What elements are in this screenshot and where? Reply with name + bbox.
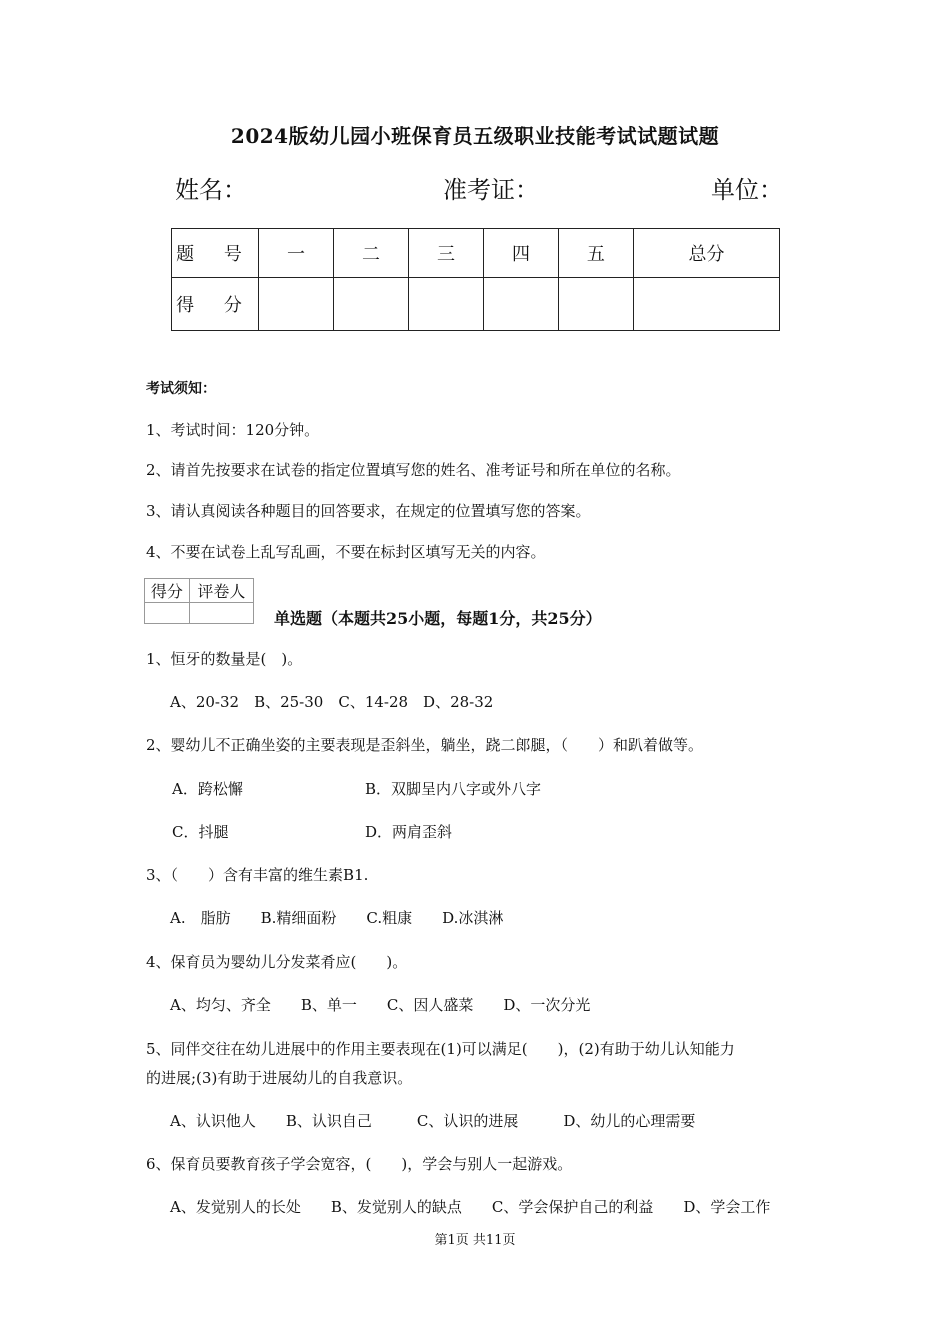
question-option: A．跨松懈 <box>172 780 243 798</box>
question-options: A、均匀、齐全 B、单一 C、因人盛菜 D、一次分光 <box>170 996 591 1014</box>
score-table-cell: 五 <box>558 229 633 278</box>
notice-item: 3、请认真阅读各种题目的回答要求，在规定的位置填写您的答案。 <box>146 502 591 520</box>
question-option: D．两肩歪斜 <box>365 823 453 841</box>
page-title: 2024版幼儿园小班保育员五级职业技能考试试题试题 <box>230 124 720 148</box>
score-table-cell: 题 号 <box>172 229 259 278</box>
notice-title: 考试须知： <box>146 381 216 397</box>
score-table-cell: 二 <box>333 229 408 278</box>
score-table-cell: 得 分 <box>172 278 259 331</box>
grader-reviewer-cell[interactable] <box>189 603 253 624</box>
score-table-score-row <box>172 278 780 331</box>
exam-id-field-label: 准考证： <box>443 176 539 204</box>
page-footer: 第1页 共11页 <box>434 1233 516 1248</box>
score-table-cell: 一 <box>259 229 334 278</box>
unit-field-label: 单位： <box>711 176 783 204</box>
question-stem: 5、同伴交往在幼儿进展中的作用主要表现在(1)可以满足( )，(2)有助于幼儿认知能力 <box>146 1040 735 1058</box>
grader-reviewer-label: 评卷人 <box>189 579 253 603</box>
notice-item: 1、考试时间：120分钟。 <box>146 421 320 439</box>
score-table-header-row <box>172 229 780 278</box>
question-option: B．双脚呈内八字或外八字 <box>365 780 542 798</box>
question-stem: 3、（ ）含有丰富的维生素B1. <box>146 866 369 884</box>
score-table <box>171 228 780 331</box>
name-field-label: 姓名： <box>175 176 247 204</box>
notice-item: 4、不要在试卷上乱写乱画，不要在标封区填写无关的内容。 <box>146 543 546 561</box>
question-options: A. 脂肪 B.精细面粉 C.粗康 D.冰淇淋 <box>170 909 504 927</box>
question-stem-continued: 的进展;(3)有助于进展幼儿的自我意识。 <box>146 1069 413 1087</box>
question-option: C．抖腿 <box>172 823 229 841</box>
notice-item: 2、请首先按要求在试卷的指定位置填写您的姓名、准考证号和所在单位的名称。 <box>146 461 681 479</box>
section-title: 单选题（本题共25小题，每题1分，共25分） <box>274 609 602 628</box>
score-input-cell[interactable] <box>333 278 408 331</box>
score-input-cell[interactable] <box>483 278 558 331</box>
score-table-cell: 总分 <box>633 229 779 278</box>
score-input-cell[interactable] <box>259 278 334 331</box>
grader-box <box>144 578 254 624</box>
question-options: A、20-32 B、25-30 C、14-28 D、28-32 <box>170 693 494 711</box>
grader-score-label: 得分 <box>145 579 190 603</box>
question-options: A、认识他人 B、认识自己 C、认识的进展 D、幼儿的心理需要 <box>170 1112 696 1130</box>
score-input-cell[interactable] <box>558 278 633 331</box>
question-options: A、发觉别人的长处 B、发觉别人的缺点 C、学会保护自己的利益 D、学会工作 <box>170 1198 771 1216</box>
score-input-cell[interactable] <box>633 278 779 331</box>
question-stem: 1、恒牙的数量是( )。 <box>146 650 303 668</box>
question-stem: 4、保育员为婴幼儿分发菜肴应( )。 <box>146 953 408 971</box>
grader-score-cell[interactable] <box>145 603 190 624</box>
question-stem: 6、保育员要教育孩子学会宽容，( )，学会与别人一起游戏。 <box>146 1155 573 1173</box>
score-table-cell: 四 <box>483 229 558 278</box>
question-stem: 2、婴幼儿不正确坐姿的主要表现是歪斜坐，躺坐，跷二郎腿，（ ）和趴着做等。 <box>146 736 704 754</box>
score-input-cell[interactable] <box>408 278 483 331</box>
score-table-cell: 三 <box>408 229 483 278</box>
